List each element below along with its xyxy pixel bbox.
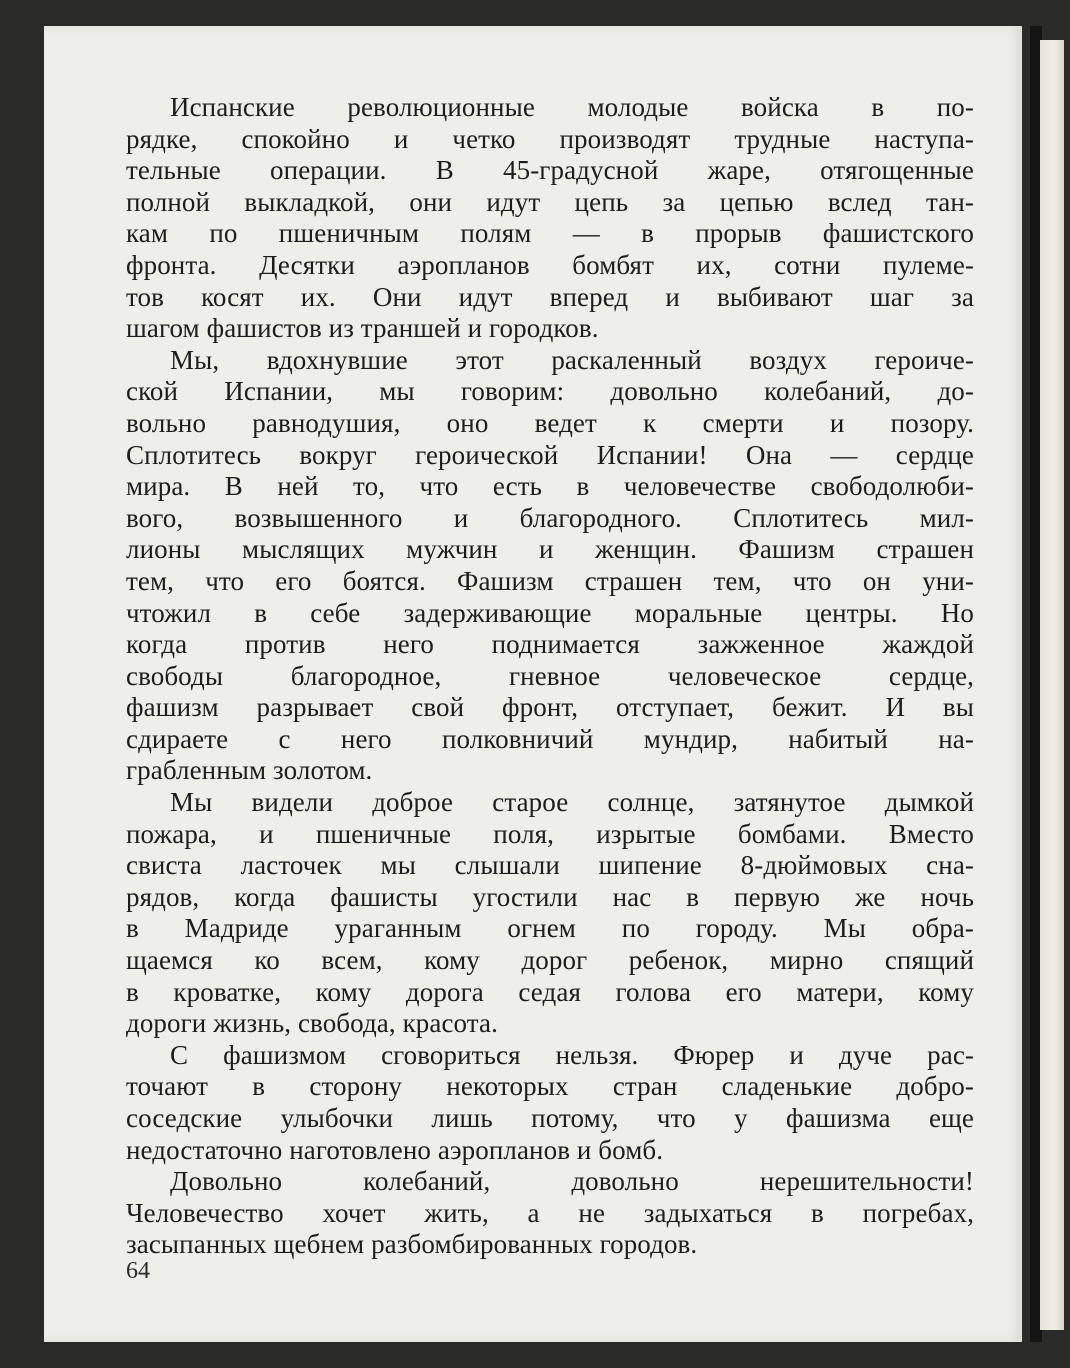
text-line: точают в сторону некоторых стран сладенькие добро- <box>126 1071 974 1102</box>
text-line: мира. В ней то, что есть в человечестве свободолюби- <box>126 471 974 502</box>
text-line: вольно равнодушия, оно ведет к смерти и позору. <box>126 407 974 438</box>
text-line: шагом фашистов из траншей и городков. <box>126 313 599 344</box>
text-line: Сплотитесь вокруг героической Испании! Она — сердце <box>126 439 974 470</box>
paragraph-1 <box>126 92 974 345</box>
text-line: фронта. Десятки аэропланов бомбят их, сотни пулеме- <box>126 249 974 280</box>
paragraph-4 <box>126 1040 974 1166</box>
text-line: Мы видели доброе старое солнце, затянутое дымкой <box>170 787 974 818</box>
text-line: Человечество хочет жить, а не задыхаться в погребах, <box>126 1197 974 1228</box>
text-line: сдираете с него полковничий мундир, набитый на- <box>126 723 974 754</box>
text-line: Довольно колебаний, довольно нерешительности! <box>170 1166 974 1197</box>
text-line: ской Испании, мы говорим: довольно колебаний, до- <box>126 376 974 407</box>
text-line: С фашизмом сговориться нельзя. Фюрер и дуче рас- <box>170 1039 974 1070</box>
text-line: свободы благородное, гневное человеческое сердце, <box>126 660 974 691</box>
text-line: грабленным золотом. <box>126 755 373 786</box>
text-line: щаемся ко всем, кому дорог ребенок, мирно спящий <box>126 945 974 976</box>
text-line: Испанские революционные молодые войска в по- <box>170 92 974 122</box>
text-line: фашизм разрывает свой фронт, отступает, бежит. И вы <box>126 692 974 723</box>
text-line: полной выкладкой, они идут цепь за цепью вслед тан- <box>126 186 974 217</box>
text-line: чтожил в себе задерживающие моральные центры. Но <box>126 597 974 628</box>
text-line: в кроватке, кому дорога седая голова его матери, кому <box>126 976 974 1007</box>
text-line: рядке, спокойно и четко производят трудные наступа- <box>126 123 974 154</box>
body-text <box>126 92 974 1261</box>
text-line: соседские улыбочки лишь потому, что у фашизма еще <box>126 1103 974 1133</box>
text-line: кам по пшеничным полям — в прорыв фашистского <box>126 218 974 249</box>
next-page-edge <box>1040 40 1064 1330</box>
page-number: 64 <box>126 1258 150 1284</box>
paragraph-3 <box>126 787 974 1040</box>
text-line: пожара, и пшеничные поля, изрытые бомбами. Вместо <box>126 818 974 849</box>
text-line: тельные операции. В 45-градусной жаре, отягощенные <box>126 155 974 186</box>
text-line: рядов, когда фашисты угостили нас в первую же ночь <box>126 881 974 912</box>
text-line: в Мадриде ураганным огнем по городу. Мы обра- <box>126 913 974 944</box>
text-line: Мы, вдохнувшие этот раскаленный воздух героиче- <box>170 344 974 375</box>
text-line: тем, что его боятся. Фашизм страшен тем, что он уни- <box>126 565 974 596</box>
text-line: дороги жизнь, свобода, красота. <box>126 1008 498 1039</box>
text-line: свиста ласточек мы слышали шипение 8-дюймовых сна- <box>126 850 974 881</box>
paragraph-5 <box>126 1166 974 1261</box>
text-line: вого, возвышенного и благородного. Сплотитесь мил- <box>126 502 974 533</box>
paragraph-2 <box>126 345 974 787</box>
text-line: когда против него поднимается зажженное жаждой <box>126 629 974 660</box>
text-line: засыпанных щебнем разбомбированных городов. <box>126 1229 698 1260</box>
text-line: тов косят их. Они идут вперед и выбивают шаг за <box>126 281 974 312</box>
text-line: лионы мыслящих мужчин и женщин. Фашизм страшен <box>126 534 974 565</box>
text-line: недостаточно наготовлено аэропланов и бомб. <box>126 1134 664 1165</box>
